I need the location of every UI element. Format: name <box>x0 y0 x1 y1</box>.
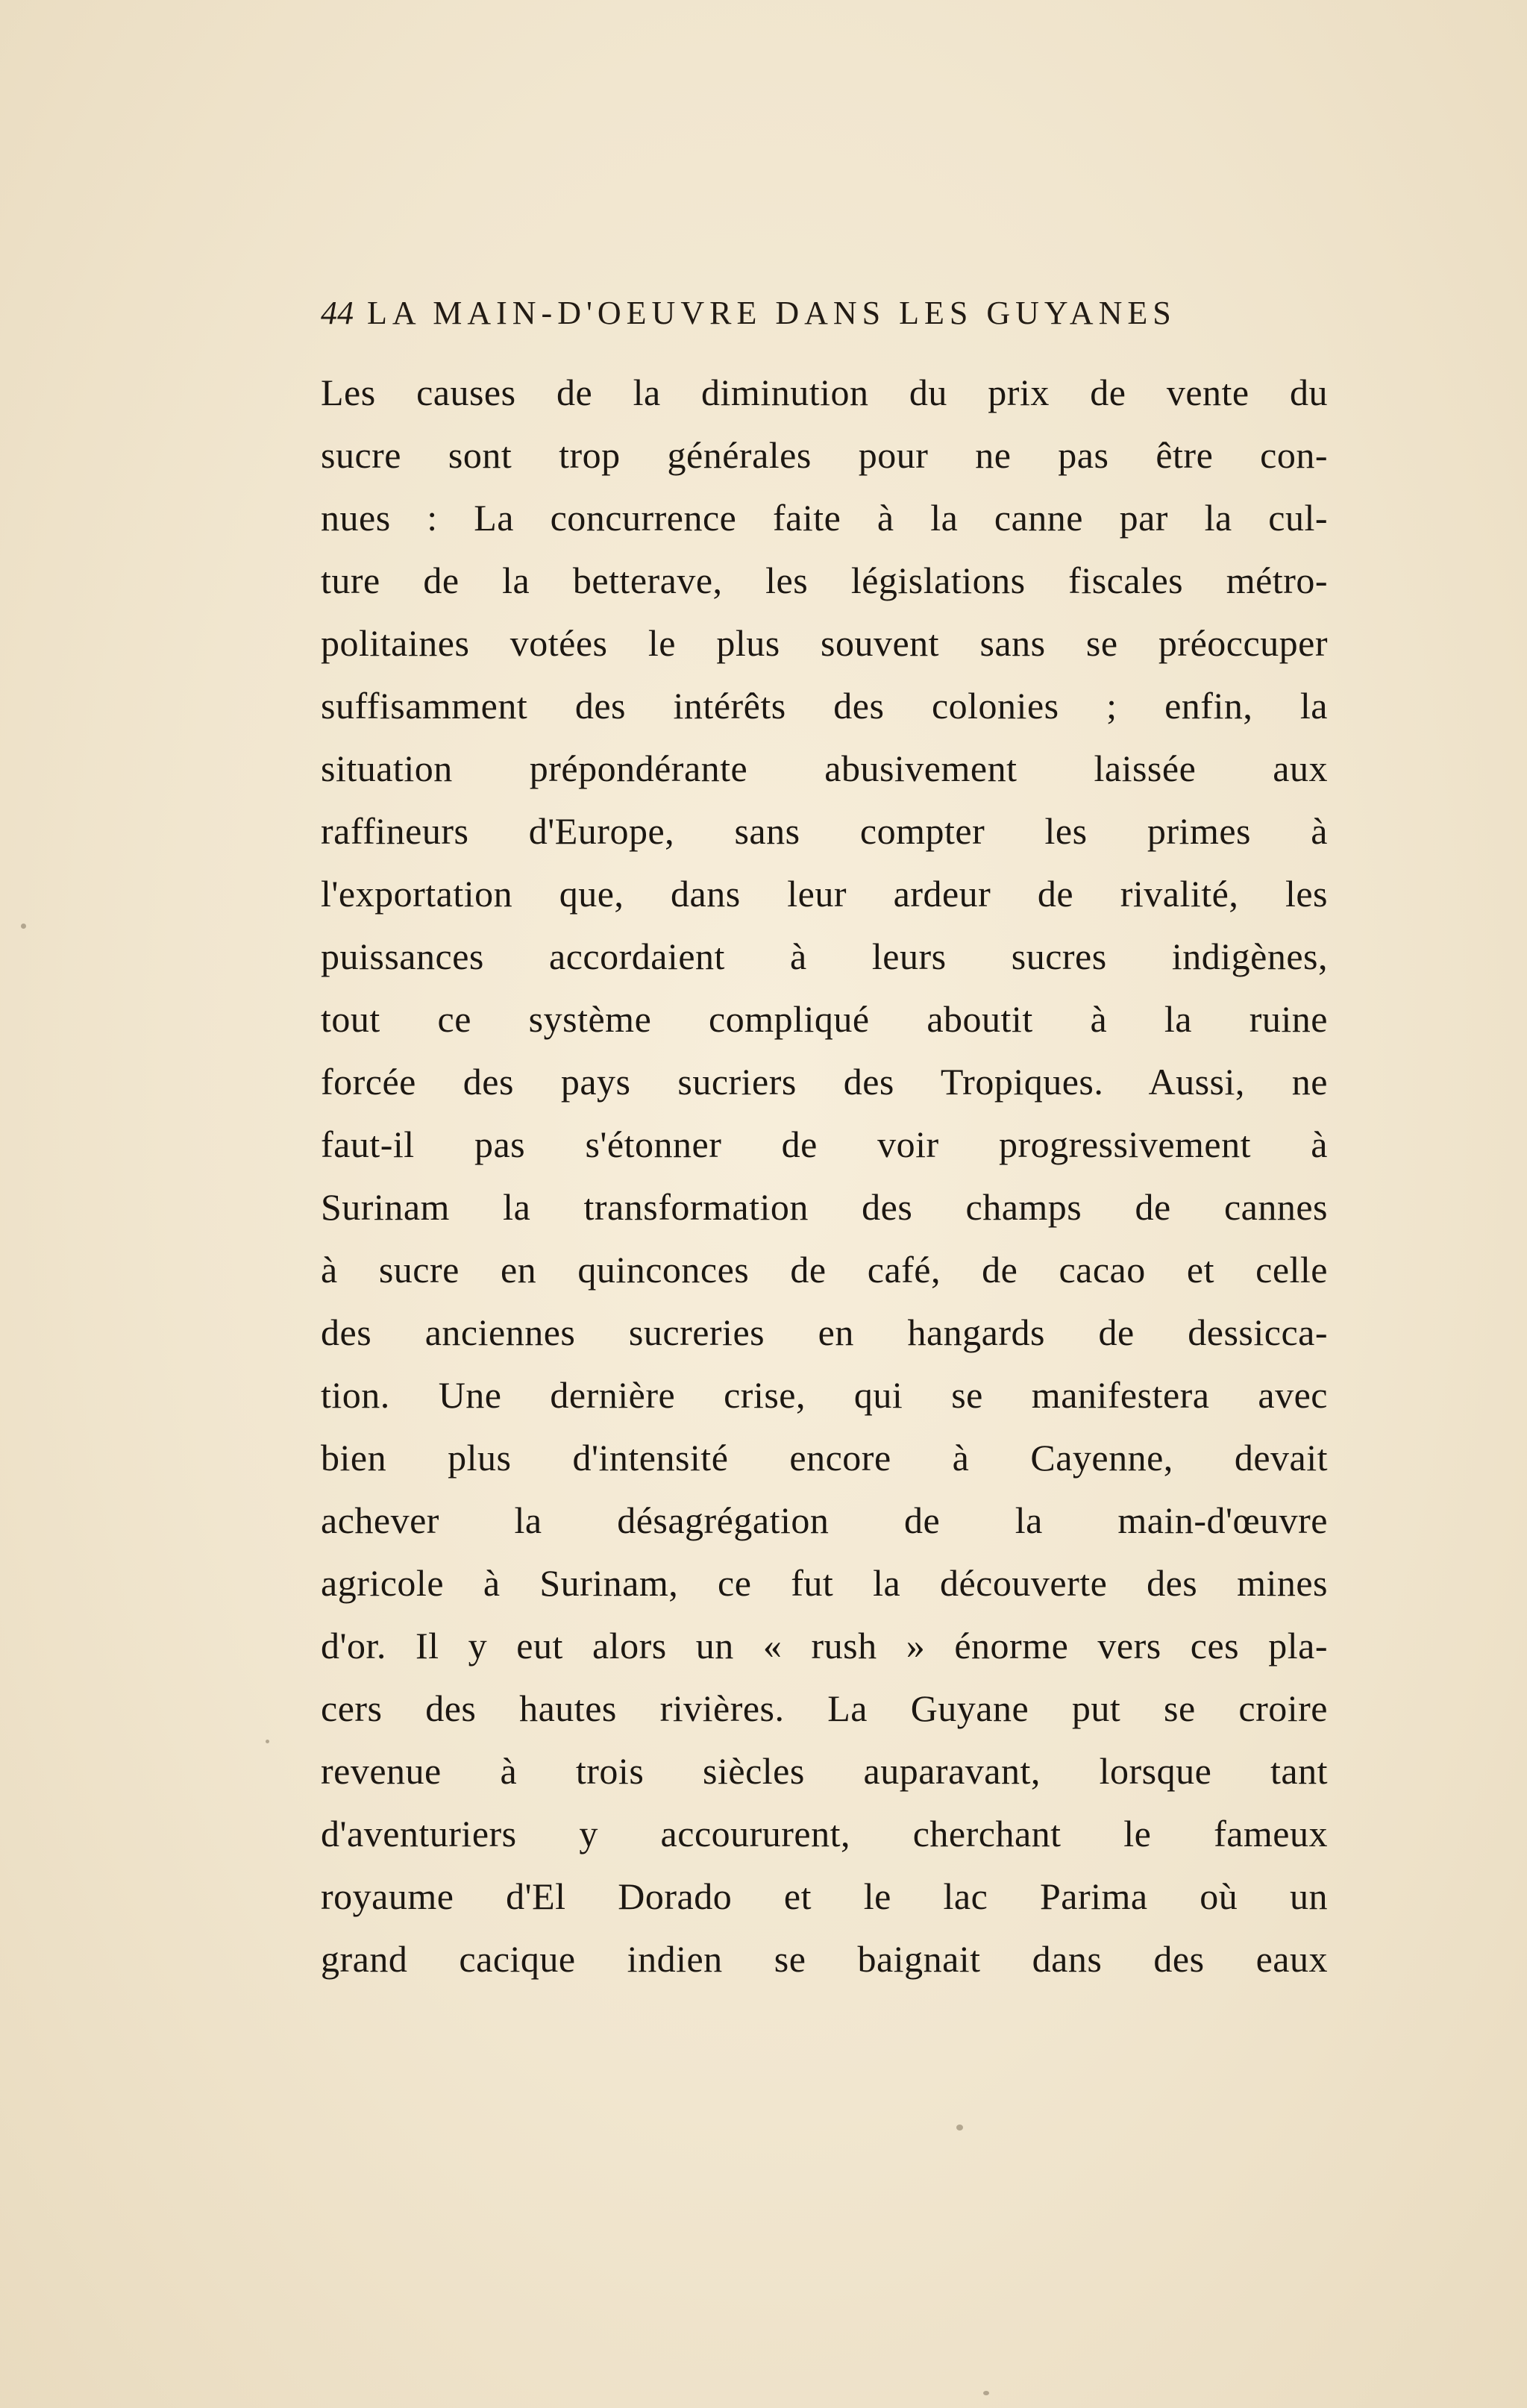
body-text <box>321 361 1328 1990</box>
text-line: ture de la betterave, les législations fiscales métro- <box>321 559 1328 601</box>
paper-speck <box>956 2125 963 2130</box>
page-number: 44 <box>321 295 354 331</box>
paper-speck <box>983 2391 989 2395</box>
running-header <box>321 291 1250 336</box>
text-line: puissances accordaient à leurs sucres indigènes, <box>321 935 1328 977</box>
text-line: revenue à trois siècles auparavant, lorsque tant <box>321 1750 1328 1792</box>
text-line: politaines votées le plus souvent sans se préoccuper <box>321 622 1328 664</box>
text-line: tion. Une dernière crise, qui se manifestera avec <box>321 1374 1328 1416</box>
text-line: raffineurs d'Europe, sans compter les primes à <box>321 810 1328 852</box>
text-line: bien plus d'intensité encore à Cayenne, devait <box>321 1437 1328 1479</box>
text-line: sucre sont trop générales pour ne pas être con- <box>321 434 1328 476</box>
text-line: achever la désagrégation de la main-d'œuvre <box>321 1499 1328 1541</box>
text-line: des anciennes sucreries en hangards de dessicca- <box>321 1311 1328 1353</box>
text-line: tout ce système compliqué aboutit à la ruine <box>321 998 1328 1040</box>
text-line: suffisamment des intérêts des colonies ; enfin, la <box>321 685 1328 727</box>
text-line: nues : La concurrence faite à la canne par la cul- <box>321 497 1328 539</box>
text-line: faut-il pas s'étonner de voir progressivement à <box>321 1123 1328 1165</box>
text-line: d'aventuriers y accoururent, cherchant le fameux <box>321 1813 1328 1854</box>
text-line: à sucre en quinconces de café, de cacao et celle <box>321 1249 1328 1291</box>
text-line: grand cacique indien se baignait dans des eaux <box>321 1938 1328 1980</box>
text-line: d'or. Il y eut alors un « rush » énorme vers ces pla- <box>321 1625 1328 1667</box>
running-title: LA MAIN-D'OEUVRE DANS LES GUYANES <box>367 295 1176 331</box>
paper-speck <box>21 924 26 929</box>
text-line: royaume d'El Dorado et le lac Parima où un <box>321 1875 1328 1917</box>
text-line: agricole à Surinam, ce fut la découverte des mines <box>321 1562 1328 1604</box>
text-line: situation prépondérante abusivement laissée aux <box>321 747 1328 789</box>
text-line: cers des hautes rivières. La Guyane put se croire <box>321 1687 1328 1729</box>
text-line: Surinam la transformation des champs de cannes <box>321 1186 1328 1228</box>
paper-speck <box>266 1740 269 1743</box>
text-line: l'exportation que, dans leur ardeur de rivalité, les <box>321 873 1328 915</box>
text-line: Les causes de la diminution du prix de vente du <box>321 371 1328 413</box>
text-line: forcée des pays sucriers des Tropiques. Aussi, ne <box>321 1061 1328 1103</box>
